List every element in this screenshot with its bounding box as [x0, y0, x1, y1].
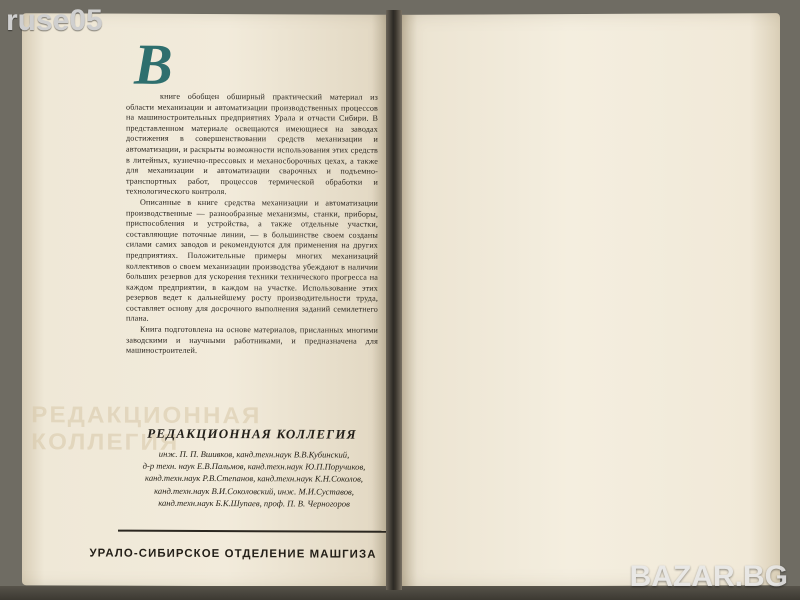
publisher-imprint: УРАЛО-СИБИРСКОЕ ОТДЕЛЕНИЕ МАШГИЗА — [89, 547, 377, 561]
editorial-line: канд.техн.наук Б.К.Шупаев, проф. П. В. Черногоров — [158, 497, 350, 509]
paragraph-2: Описанные в книге средства механизации и автоматизации производственные — разнообразные механизмы, станки, приборы, приспособления и устройства, а также отдельные участки, составляющие поточные линии, — в большинстве своем созданы силами самих заводов и рекомендуются для применения на других предприятиях. Положительные примеры многих механизаций коллективов о своем механизации производства убеждают в наличии больших резервов для ускорения техники технического прогресса на каждом предприятии, в каждом на участке. Использование этих резервов ведет к дальнейшему росту производительности труда, составляет основу для досрочного выполнения заданий семилетнего плана. — [126, 197, 378, 324]
editorial-board-list — [114, 448, 394, 510]
left-body-text — [126, 92, 378, 358]
left-dropcap: В — [134, 31, 173, 97]
editorial-line: канд.техн.наук В.И.Соколовский, инж. М.И.Суставов, — [154, 485, 354, 497]
left-page — [22, 13, 394, 587]
bleedthrough-text: РЕДАКЦИОННАЯ КОЛЛЕГИЯ — [31, 401, 262, 455]
paragraph-3: Книга подготовлена на основе материалов, присланных многими заводскими и научными работниками, и предназначена для машиностроителей. — [126, 324, 378, 356]
editorial-line: инж. П. П. Вшивков, канд.техн.наук В.В.Кубинский, — [158, 448, 350, 460]
watermark-top-left: ruse05 — [6, 4, 103, 37]
divider-rule — [118, 530, 386, 533]
right-page — [398, 13, 780, 587]
book-gutter — [386, 10, 402, 590]
editorial-line: д-р техн. наук Е.В.Пальмов, канд.техн.наук Ю.П.Поручиков, — [142, 460, 366, 472]
paragraph-1: книге обобщен обширный практический материал из области механизации и автоматизации производственных процессов на машиностроительных предприятиях Урала и отчасти Сибири. В представленном материале освещаются имеющиеся на заводах достижения в совершенствовании средств механизации и автоматизации, и раскрыты возможности использования этих средств в литейных, кузнечно-прессовых и механосборочных цехах, а также для механизации и автоматизации сварочных и подъемно-транспортных работ, процессов термической обработки и технологического контроля. — [126, 91, 378, 197]
editorial-board-title: РЕДАКЦИОННАЯ КОЛЛЕГИЯ — [147, 425, 357, 442]
watermark-bottom-right: BAZAR.BG — [629, 560, 788, 593]
editorial-line: канд.техн.наук Р.В.Степанов, канд.техн.наук К.Н.Соколов, — [145, 473, 363, 485]
